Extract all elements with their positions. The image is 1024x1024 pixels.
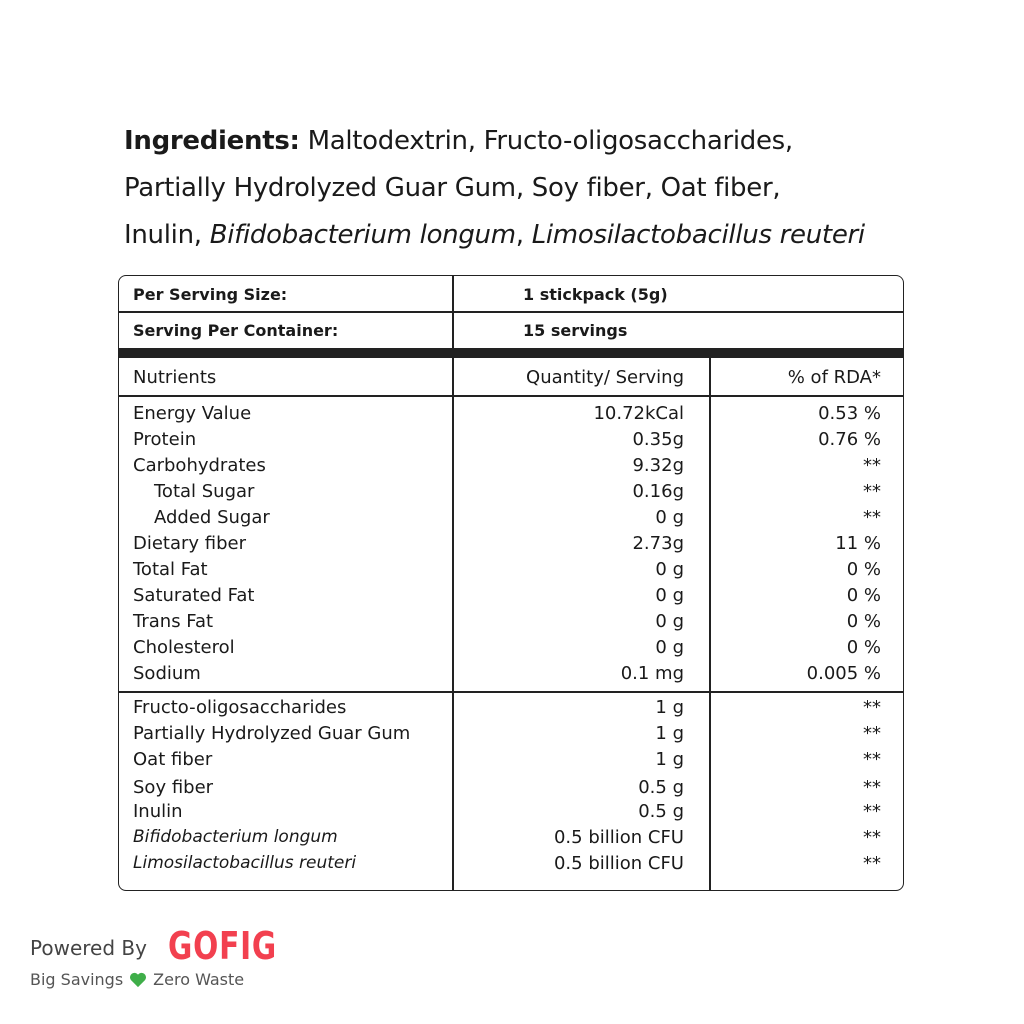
nutrient-quantity: 9.32g [632,455,684,476]
nutrient-quantity: 0 g [655,637,684,658]
serving-size-label: Per Serving Size: [133,284,288,304]
servings-per-container-value: 15 servings [523,320,628,340]
ingredients-line1-text: Maltodextrin, Fructo-oligosaccharides, [307,126,793,156]
nutrient-rda: 0 % [846,585,881,606]
nutrient-quantity: 0.5 g [638,801,684,822]
servings-per-container-label: Serving Per Container: [133,320,339,340]
ingredients-line3-start: Inulin, [124,220,210,250]
table-row [119,506,903,532]
table-row [119,402,903,428]
nutrient-quantity: 10.72kCal [593,403,684,424]
ingredients-line-1 [124,118,924,165]
nutrition-facts-table [118,275,904,891]
table-row [119,722,903,748]
powered-by-text: Powered By [30,936,147,960]
table-row [119,558,903,584]
table-row [119,696,903,722]
nutrient-quantity: 0.5 g [638,777,684,798]
nutrient-name: Bifidobacterium longum [133,827,338,847]
nutrient-quantity: 0.5 billion CFU [553,853,684,874]
nutrient-name: Partially Hydrolyzed Guar Gum [133,723,411,744]
nutrient-name: Saturated Fat [133,585,255,606]
serving-size-value: 1 stickpack (5g) [523,284,668,304]
nutrient-quantity: 0.5 billion CFU [553,827,684,848]
nutrient-name: Cholesterol [133,637,235,658]
nutrient-name: Added Sugar [154,507,270,528]
nutrient-name: Inulin [133,801,183,822]
column-rda: % of RDA* [787,367,881,388]
table-row [119,776,903,802]
nutrient-name: Total Sugar [154,481,255,502]
ingredients-label: Ingredients: [124,126,300,156]
table-row [119,610,903,636]
nutrient-rda: 0 % [846,559,881,580]
nutrient-name: Dietary fiber [133,533,247,554]
serving-size-row [119,276,903,312]
column-header-row [119,358,903,396]
table-row [119,662,903,688]
nutrient-rda: ** [863,697,881,718]
nutrient-rda: ** [863,777,881,798]
column-nutrients: Nutrients [133,367,217,388]
table-row [119,636,903,662]
divider [119,691,903,693]
nutrient-rda: ** [863,749,881,770]
nutrient-name: Fructo-oligosaccharides [133,697,347,718]
table-row [119,532,903,558]
heart-icon [129,972,147,988]
nutrient-quantity: 0 g [655,585,684,606]
nutrient-rda: ** [863,481,881,502]
divider [119,395,903,397]
table-row [119,826,903,852]
nutrient-quantity: 0.35g [632,429,684,450]
nutrient-quantity: 1 g [655,723,684,744]
nutrient-name: Trans Fat [133,611,214,632]
nutrient-rda: 0.005 % [806,663,881,684]
brand-logo: GOFIG [168,924,278,968]
nutrient-name: Energy Value [133,403,252,424]
nutrient-rda: ** [863,723,881,744]
table-row [119,852,903,878]
ingredients-text [124,118,924,259]
nutrient-rda: ** [863,853,881,874]
nutrient-rda: ** [863,455,881,476]
nutrient-name: Limosilactobacillus reuteri [133,853,357,873]
nutrient-rda: 0 % [846,611,881,632]
nutrient-name: Oat fiber [133,749,213,770]
nutrient-name: Sodium [133,663,201,684]
nutrient-quantity: 0 g [655,507,684,528]
ingredients-line-3 [124,212,924,259]
nutrient-rda: 11 % [835,533,881,554]
nutrient-quantity: 1 g [655,749,684,770]
table-row [119,748,903,774]
nutrient-quantity: 0 g [655,611,684,632]
servings-per-container-row [119,312,903,348]
nutrient-name: Protein [133,429,197,450]
table-row [119,584,903,610]
nutrient-quantity: 1 g [655,697,684,718]
table-row [119,428,903,454]
ingredient-reuteri: Limosilactobacillus reuteri [531,220,865,250]
ingredients-sep: , [515,220,532,250]
nutrient-name: Total Fat [133,559,208,580]
ingredients-line-2: Partially Hydrolyzed Guar Gum, Soy fiber, Oat fiber, [124,173,781,203]
tagline-right: Zero Waste [153,970,245,989]
column-quantity: Quantity/ Serving [526,367,684,388]
table-row [119,480,903,506]
nutrient-rda: ** [863,827,881,848]
tagline [30,970,244,989]
column-divider-top [452,276,454,348]
nutrient-quantity: 0.1 mg [620,663,684,684]
thick-divider [119,348,903,358]
nutrient-rda: 0.76 % [818,429,881,450]
nutrient-name: Carbohydrates [133,455,266,476]
nutrient-name: Soy fiber [133,777,214,798]
nutrient-quantity: 0.16g [632,481,684,502]
nutrient-rda: ** [863,801,881,822]
table-row [119,800,903,826]
table-row [119,454,903,480]
nutrient-quantity: 0 g [655,559,684,580]
ingredient-bifido: Bifidobacterium longum [209,220,516,250]
nutrient-quantity: 2.73g [632,533,684,554]
tagline-left: Big Savings [30,970,124,989]
nutrient-rda: 0.53 % [818,403,881,424]
nutrient-rda: 0 % [846,637,881,658]
nutrient-rda: ** [863,507,881,528]
